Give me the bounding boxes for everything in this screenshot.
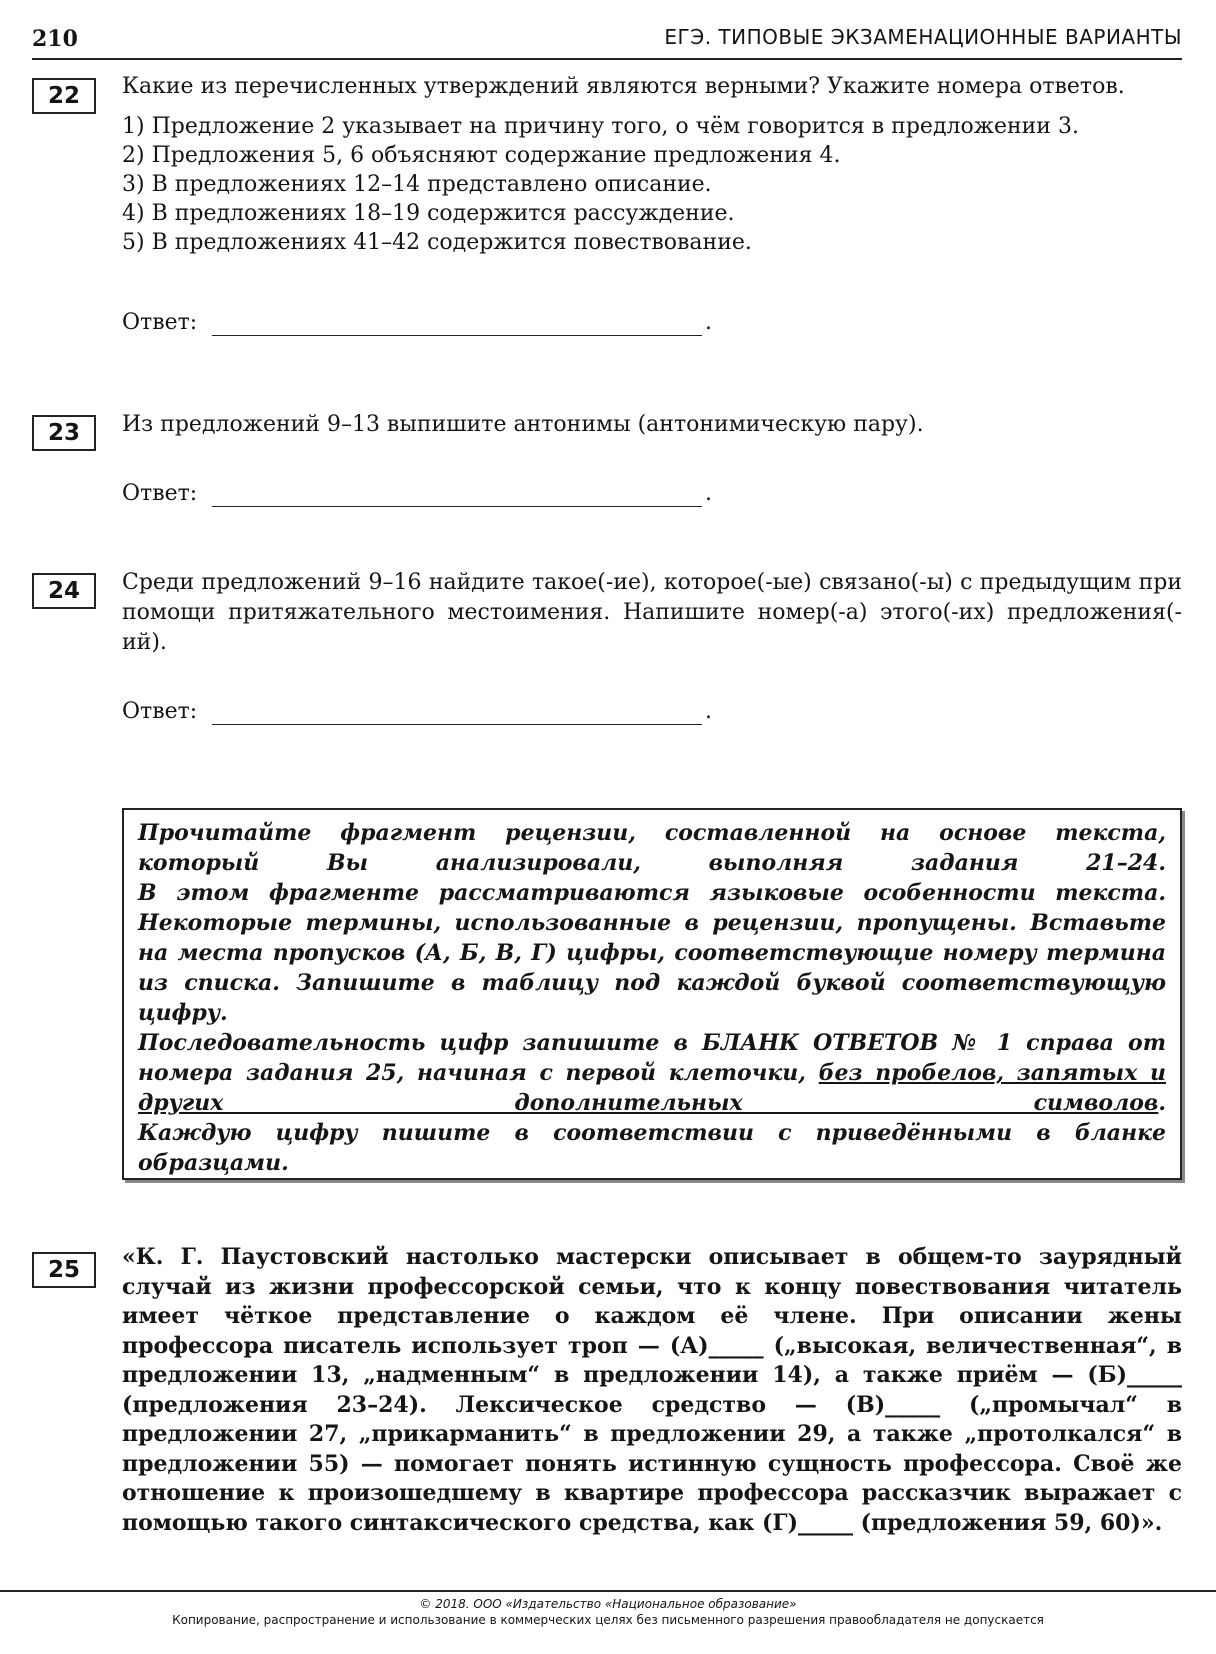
task-23-number: 23: [32, 415, 96, 451]
instructions-paragraph-4: Каждую цифру пишите в соответствии с приведёнными в бланке образцами.: [138, 1120, 1166, 1176]
instructions-paragraph-3: [138, 1028, 1166, 1118]
instructions-paragraph-1: Прочитайте фрагмент рецензии, составленной на основе текста, который Вы анализировали, выполняя задания 21–24.: [138, 820, 1166, 876]
answer-field[interactable]: [212, 506, 702, 507]
task-22-option-1: 1) Предложение 2 указывает на причину того, о чём говорится в предложении 3.: [122, 114, 1079, 139]
instructions-paragraph-2: В этом фрагменте рассматриваются языковые особенности текста. Некоторые термины, использованные в рецензии, пропущены. Вставьте на места пропусков (А, Б, В, Г) цифры, соответствующие номеру термина из списка. Запишите в таблицу под каждой буквой соответствующую цифру.: [138, 880, 1166, 1026]
answer-label: Ответ:: [122, 310, 198, 335]
task-25-number: 25: [32, 1252, 96, 1288]
task-24-question: Среди предложений 9–16 найдите такое(-ие), которое(-ые) связано(-ы) с предыдущим при помощи притяжательного местоимения. Напишите номер(-а) этого(-их) предложения(-ий).: [122, 570, 1182, 655]
instructions-p3-underlined: без пробелов, запятых и других дополнительных символов: [138, 1060, 1166, 1116]
task-22-option-5: 5) В предложениях 41–42 содержится повествование.: [122, 230, 752, 255]
footer-copyright: © 2018. ООО «Издательство «Национальное образование»: [419, 1597, 797, 1611]
answer-label: Ответ:: [122, 699, 198, 724]
task-24-number: 24: [32, 573, 96, 609]
task-23-question: Из предложений 9–13 выпишите антонимы (антонимическую пару).: [122, 412, 924, 437]
task-22-option-3: 3) В предложениях 12–14 представлено описание.: [122, 172, 712, 197]
instructions-box: [122, 808, 1182, 1180]
instructions-p3-start: Последовательность цифр запишите в БЛАНК ОТВЕТОВ № 1 справа от номера задания 25, начиная с первой клеточки,: [138, 1030, 1166, 1086]
task-22-option-4: 4) В предложениях 18–19 содержится рассуждение.: [122, 201, 735, 226]
answer-field[interactable]: [212, 724, 702, 725]
page-header: [32, 22, 1182, 60]
answer-period: .: [705, 481, 712, 506]
page-footer: [0, 1590, 1216, 1628]
running-title: ЕГЭ. ТИПОВЫЕ ЭКЗАМЕНАЦИОННЫЕ ВАРИАНТЫ: [664, 25, 1182, 49]
task-22-question: Какие из перечисленных утверждений являются верными? Укажите номера ответов.: [122, 74, 1125, 99]
task-25-review-text: «К. Г. Паустовский настолько мастерски описывает в общем-то заурядный случай из жизни профессорской семьи, что к концу повествования читатель имеет чёткое представление о каждом её члене. При описании жены профессора писатель использует троп — (А)_____ („высокая, величественная“, в предложении 13, „надменным“ в предложении 14), а также приём — (Б)_____ (предложения 23–24). Лексическое средство — (В)_____ („промычал“ в предложении 27, „прикарманить“ в предложении 29, а также „протолкался“ в предложении 55) — помогает понять истинную сущность профессора. Своё же отношение к произошедшему в квартире профессора рассказчик выражает с помощью такого синтаксического средства, как (Г)_____ (предложения 59, 60)».: [122, 1244, 1182, 1536]
answer-label: Ответ:: [122, 481, 198, 506]
answer-field[interactable]: [212, 335, 702, 336]
instructions-p3-end: .: [1158, 1090, 1166, 1116]
answer-period: .: [705, 310, 712, 335]
answer-period: .: [705, 699, 712, 724]
task-22-option-2: 2) Предложения 5, 6 объясняют содержание предложения 4.: [122, 143, 841, 168]
task-22-number: 22: [32, 78, 96, 114]
footer-notice: Копирование, распространение и использование в коммерческих целях без письменного разрешения правообладателя не допускается: [172, 1613, 1044, 1627]
page-number: 210: [32, 26, 78, 52]
